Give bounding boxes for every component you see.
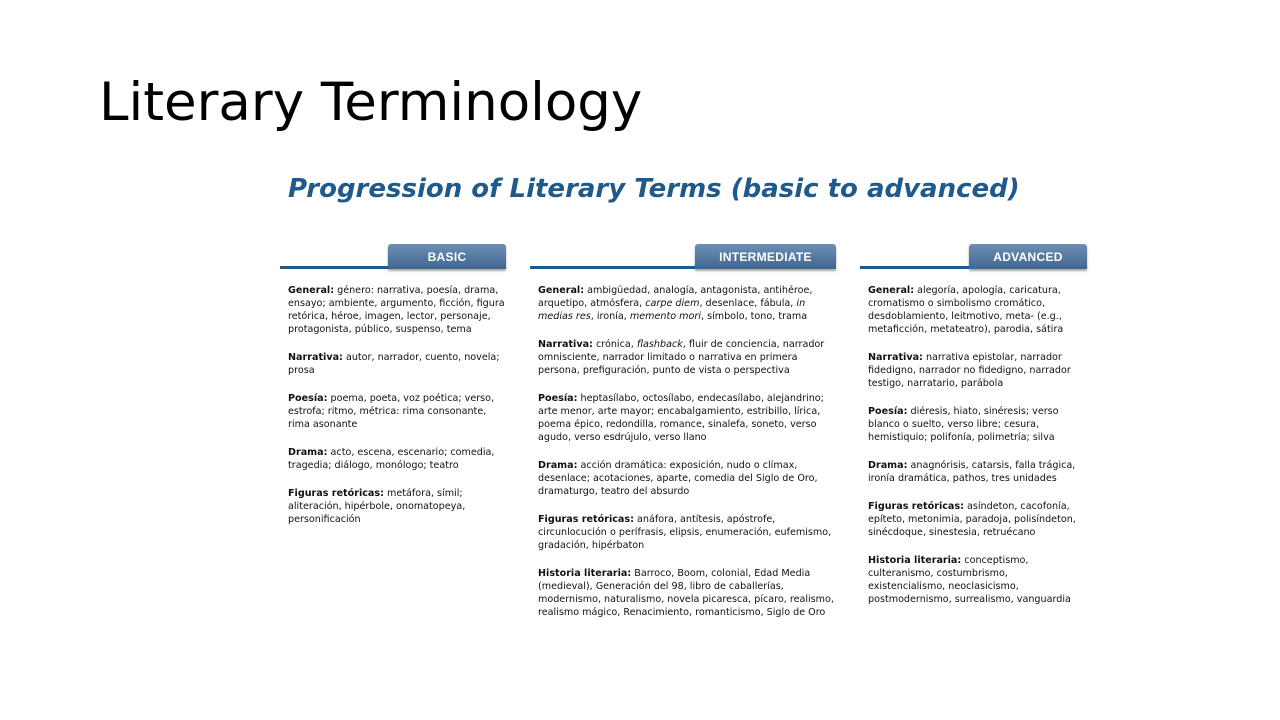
term-entry xyxy=(538,338,836,377)
level-badge-advanced: ADVANCED xyxy=(969,244,1087,269)
term-category-label: Drama: xyxy=(868,460,908,471)
term-entry xyxy=(868,500,1087,539)
column-body xyxy=(280,272,506,526)
term-category-label: Figuras retóricas: xyxy=(868,501,964,512)
term-entry xyxy=(868,405,1087,444)
italic-term: flashback xyxy=(636,339,683,350)
term-entry xyxy=(288,284,506,336)
term-category-label: Historia literaria: xyxy=(868,555,962,566)
term-entry xyxy=(288,392,506,431)
term-entry xyxy=(288,487,506,526)
term-text: , desenlace, fábula, xyxy=(699,298,797,309)
term-category-label: Figuras retóricas: xyxy=(538,514,634,525)
term-entry xyxy=(288,351,506,377)
term-category-label: Narrativa: xyxy=(538,339,593,350)
term-text: crónica, xyxy=(592,339,637,350)
term-text: poema, poeta, voz poética; verso, estrofa; ritmo, métrica: rima consonante, rima asonante xyxy=(288,393,495,430)
term-text: autor, narrador, cuento, novela; prosa xyxy=(288,352,500,376)
term-text: conceptismo, culteranismo, costumbrismo, existencialismo, neoclasicismo, postmodernismo, surrealismo, vanguardia xyxy=(868,555,1071,605)
term-entry xyxy=(538,513,836,552)
column-basic xyxy=(280,244,506,541)
term-entry xyxy=(868,284,1087,336)
term-category-label: General: xyxy=(288,285,335,296)
term-text: , ironía, xyxy=(590,311,630,322)
term-category-label: Narrativa: xyxy=(868,352,923,363)
term-entry xyxy=(288,446,506,472)
term-text: metáfora, símil; aliteración, hipérbole, onomatopeya, personificación xyxy=(288,488,466,525)
italic-term: in medias res xyxy=(538,298,806,322)
term-text: acción dramática: exposición, nudo o clímax, desenlace; acotaciones, aparte, comedia del Siglo de Oro, dramaturgo, teatro del absurdo xyxy=(538,460,818,497)
term-text: género: narrativa, poesía, drama, ensayo; ambiente, argumento, ficción, figura retórica, héroe, imagen, lector, personaje, protagonista, público, suspenso, tema xyxy=(288,285,505,335)
column-header xyxy=(280,244,506,272)
term-text: anáfora, antítesis, apóstrofe, circunlocución o perífrasis, elipsis, enumeración, eufemismo, gradación, hipérbaton xyxy=(538,514,832,551)
slide-subtitle: Progression of Literary Terms (basic to advanced) xyxy=(288,174,1020,204)
term-text: ambigüedad, analogía, antagonista, antihéroe, arquetipo, atmósfera, xyxy=(538,285,813,309)
column-header xyxy=(860,244,1087,272)
term-category-label: Figuras retóricas: xyxy=(288,488,384,499)
term-category-label: General: xyxy=(538,285,585,296)
term-entry xyxy=(868,554,1087,606)
term-text: anagnórisis, catarsis, falla trágica, ironía dramática, pathos, tres unidades xyxy=(868,460,1076,484)
term-text: Barroco, Boom, colonial, Edad Media (medieval), Generación del 98, libro de caballerías, modernismo, naturalismo, novela picaresca, pícaro, realismo, realismo mágico, Renacimiento, romanticismo, Siglo de Oro xyxy=(538,568,834,618)
term-category-label: Drama: xyxy=(538,460,578,471)
italic-term: memento mori xyxy=(629,311,701,322)
term-text: alegoría, apología, caricatura, cromatismo o simbolismo cromático, desdoblamiento, leitmotivo, meta- (e.g., metaficción, metateatro), parodia, sátira xyxy=(868,285,1064,335)
column-intermediate xyxy=(530,244,836,634)
slide-title: Literary Terminology xyxy=(99,72,643,133)
column-body xyxy=(860,272,1087,606)
term-text: diéresis, hiato, sinéresis; verso blanco o suelto, verso libre; cesura, hemistiquio; polifonía, polimetría; silva xyxy=(868,406,1059,443)
term-entry xyxy=(868,351,1087,390)
term-category-label: General: xyxy=(868,285,915,296)
term-category-label: Narrativa: xyxy=(288,352,343,363)
term-category-label: Historia literaria: xyxy=(538,568,632,579)
term-text: narrativa epistolar, narrador fidedigno, narrador no fidedigno, narrador testigo, narratario, parábola xyxy=(868,352,1071,389)
term-text: asíndeton, cacofonía, epíteto, metonimia, paradoja, polisíndeton, sinécdoque, sinestesia, retruécano xyxy=(868,501,1076,538)
term-text: , fluir de conciencia, narrador omnisciente, narrador limitado o narrativa en primera persona, prefiguración, punto de vista o perspectiva xyxy=(538,339,825,376)
term-entry xyxy=(538,284,836,323)
term-category-label: Poesía: xyxy=(288,393,328,404)
term-text: acto, escena, escenario; comedia, tragedia; diálogo, monólogo; teatro xyxy=(288,447,495,471)
term-entry xyxy=(538,567,836,619)
term-text: heptasílabo, octosílabo, endecasílabo, alejandrino; arte menor, arte mayor; encabalgamiento, estribillo, lírica, poema épico, redondilla, romance, sinalefa, soneto, verso agudo, verso esdrújulo, verso llano xyxy=(538,393,824,443)
level-badge-intermediate: INTERMEDIATE xyxy=(695,244,836,269)
italic-term: carpe diem xyxy=(645,298,700,309)
level-badge-basic: BASIC xyxy=(388,244,506,269)
term-text: , símbolo, tono, trama xyxy=(700,311,808,322)
term-category-label: Drama: xyxy=(288,447,328,458)
term-entry xyxy=(538,392,836,444)
column-header xyxy=(530,244,836,272)
term-category-label: Poesía: xyxy=(868,406,908,417)
column-advanced xyxy=(860,244,1087,621)
term-entry xyxy=(868,459,1087,485)
term-category-label: Poesía: xyxy=(538,393,578,404)
column-body xyxy=(530,272,836,619)
term-entry xyxy=(538,459,836,498)
